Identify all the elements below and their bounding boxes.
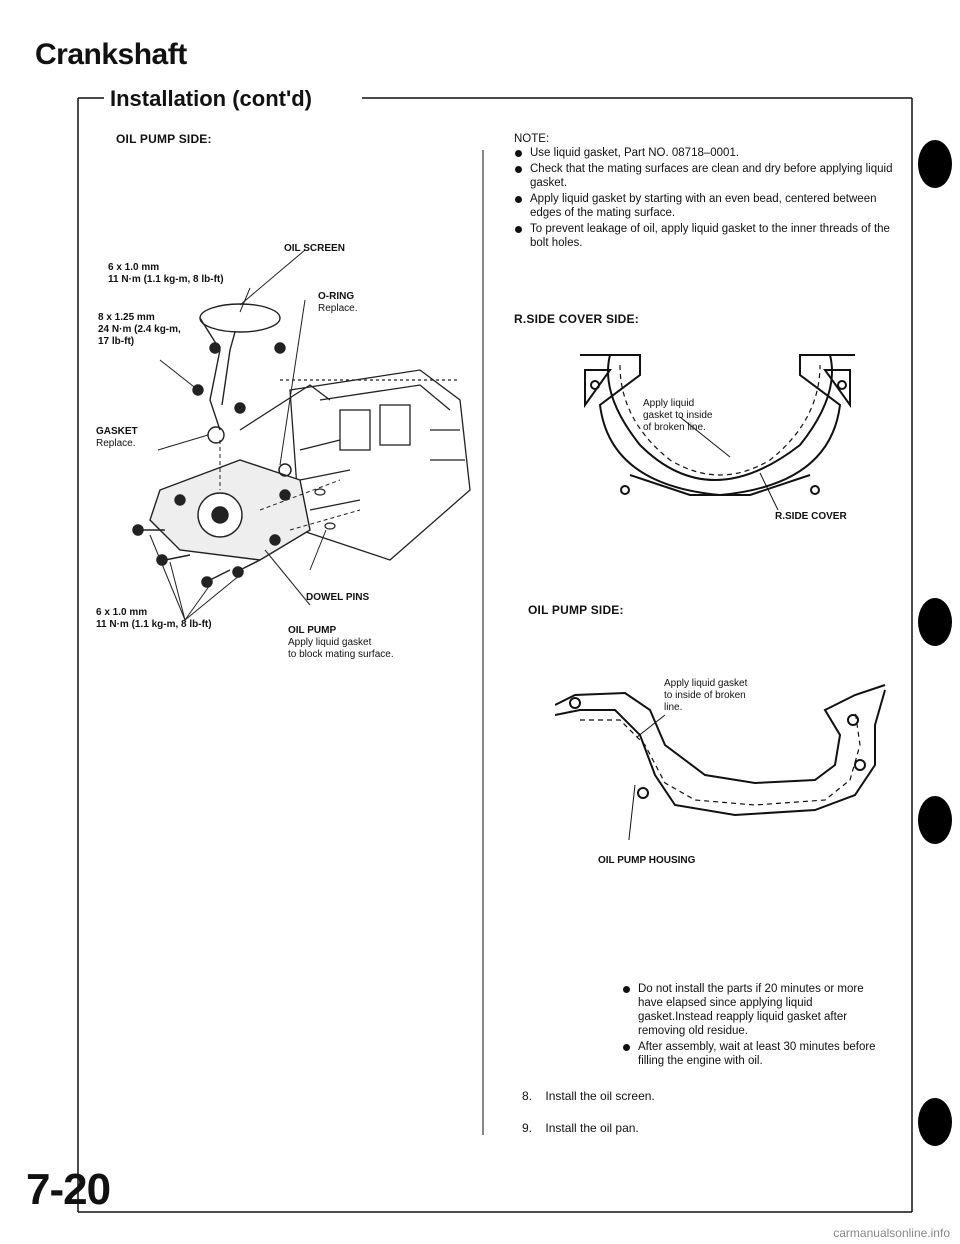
rside-callout-line: Apply liquid — [643, 398, 695, 409]
bolt-torque-cont: 17 lb-ft) — [98, 336, 135, 347]
oilpump-callout-line: to inside of broken — [664, 690, 746, 701]
bolt-torque: 24 N·m (2.4 kg-m, — [98, 324, 181, 335]
bolt-torque: 11 N·m (1.1 kg-m, 8 lb-ft) — [108, 274, 224, 285]
step-9 — [522, 1121, 639, 1135]
page-number: 7-20 — [26, 1165, 111, 1214]
callout-bolt-8x125 — [98, 312, 181, 348]
note-item: Apply liquid gasket by starting with an even bead, centered between edges of the mating surface. — [514, 192, 894, 220]
gasket-note: Replace. — [96, 438, 136, 449]
page-title: Crankshaft — [35, 38, 187, 71]
oilpump-callout-line: line. — [664, 702, 683, 713]
bolt-size: 6 x 1.0 mm — [108, 262, 160, 273]
oil-pump-label: OIL PUMP — [288, 625, 337, 636]
bolt-size: 6 x 1.0 mm — [96, 607, 148, 618]
note-heading: NOTE: — [514, 133, 550, 145]
callout-dowel-pins: DOWEL PINS — [306, 592, 370, 603]
section-tab-marker — [918, 598, 952, 646]
step-number: 9. — [522, 1121, 533, 1135]
oilpump-callout — [664, 678, 747, 714]
callout-oil-screen: OIL SCREEN — [284, 243, 345, 254]
caution-list — [622, 982, 884, 1068]
oil-pump-exploded-illustration — [90, 230, 480, 660]
caution-item: After assembly, wait at least 30 minutes before filling the engine with oil. — [622, 1040, 884, 1068]
oil-pump-housing-label: OIL PUMP HOUSING — [598, 855, 696, 866]
oring-label: O-RING — [318, 291, 355, 302]
rside-callout-line: gasket to inside — [643, 410, 713, 421]
caution-item: Do not install the parts if 20 minutes or more have elapsed since applying liquid gasket.Instead reapply liquid gasket after removing old residue. — [622, 982, 884, 1038]
oilpump-callout-line: Apply liquid gasket — [664, 678, 748, 689]
callout-bolt-6x1-bottom — [96, 607, 212, 631]
oring-note: Replace. — [318, 303, 358, 314]
gasket-label: GASKET — [96, 426, 138, 437]
left-section-label: OIL PUMP SIDE: — [116, 132, 212, 146]
watermark: carmanualsonline.info — [833, 1226, 950, 1240]
step-text: Install the oil pan. — [545, 1121, 639, 1135]
callout-oring — [318, 291, 357, 315]
step-8 — [522, 1089, 655, 1103]
section-tab-marker — [918, 140, 952, 188]
note-list — [514, 146, 894, 250]
bolt-size: 8 x 1.25 mm — [98, 312, 155, 323]
bolt-torque: 11 N·m (1.1 kg-m, 8 lb-ft) — [96, 619, 212, 630]
note-block — [514, 132, 894, 252]
caution-block — [622, 982, 884, 1070]
oilpump-section-label: OIL PUMP SIDE: — [528, 603, 624, 617]
oil-pump-note: Apply liquid gasket — [288, 637, 372, 648]
section-tab-marker — [918, 796, 952, 844]
rside-cover-label: R.SIDE COVER — [775, 511, 847, 522]
section-subtitle: Installation (cont'd) — [110, 86, 312, 111]
section-tab-marker — [918, 1098, 952, 1146]
callout-oil-pump — [288, 625, 394, 661]
step-number: 8. — [522, 1089, 533, 1103]
rside-callout-line: of broken line. — [643, 422, 706, 433]
rside-section-label: R.SIDE COVER SIDE: — [514, 312, 639, 326]
rside-callout — [643, 398, 713, 434]
rside-cover-illustration — [580, 345, 860, 530]
callout-bolt-6x1-top — [108, 262, 224, 286]
callout-gasket — [96, 426, 138, 450]
step-text: Install the oil screen. — [545, 1089, 655, 1103]
note-item: Check that the mating surfaces are clean and dry before applying liquid gasket. — [514, 162, 894, 190]
note-item: To prevent leakage of oil, apply liquid gasket to the inner threads of the bolt holes. — [514, 222, 894, 250]
oil-pump-note-cont: to block mating surface. — [288, 649, 394, 660]
note-item: Use liquid gasket, Part NO. 08718–0001. — [514, 146, 894, 160]
